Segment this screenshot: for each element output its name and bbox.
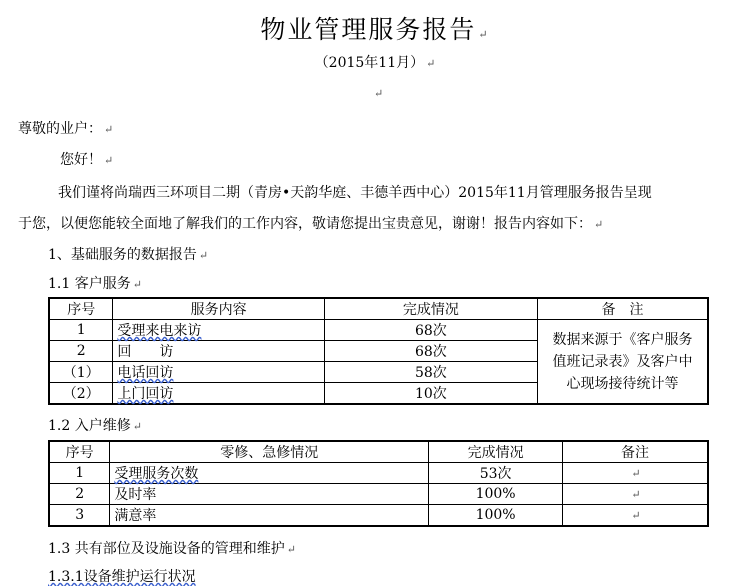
paragraph-mark-icon: ↵: [104, 154, 114, 167]
header-no: 序号: [49, 298, 113, 320]
table-row: [49, 505, 708, 527]
intro-line-2: 于您，以便您能较全面地了解我们的工作内容，敬请您提出宝贵意见，谢谢！报告内容如下： ↵: [18, 216, 604, 232]
cell-no: 2: [49, 341, 113, 362]
paragraph-mark-icon: ↵: [426, 57, 436, 70]
cell-done: 68次: [324, 341, 537, 362]
paragraph-mark-icon: ↵: [631, 488, 641, 501]
cell-content: 受理服务次数: [110, 463, 429, 484]
header-content: 零修、急修情况: [110, 441, 429, 463]
cell-no: 1: [49, 463, 110, 484]
cell-no: 2: [49, 484, 110, 505]
cell-content: 电话回访: [113, 362, 324, 383]
paragraph-mark-icon: ↵: [631, 509, 641, 522]
cell-done: 58次: [324, 362, 537, 383]
table-row: [49, 484, 708, 505]
header-note: 备 注: [538, 298, 709, 320]
cell-no: （1）: [49, 362, 113, 383]
cell-done: 100%: [429, 484, 563, 505]
cell-done: 100%: [429, 505, 563, 527]
paragraph-mark-icon: ↵: [631, 467, 641, 480]
table-header-row: [49, 441, 708, 463]
customer-service-table: [48, 297, 709, 405]
cell-note: 数据来源于《客户服务值班记录表》及客户中心现场接待统计等: [538, 320, 709, 405]
paragraph-mark-icon: ↵: [132, 420, 142, 433]
greeting: 您好！ ↵: [60, 152, 114, 168]
paragraph-mark-icon: ↵: [286, 543, 296, 556]
paragraph-mark-icon: ↵: [198, 249, 209, 262]
cell-content: 满意率: [110, 505, 429, 527]
header-done: 完成情况: [429, 441, 563, 463]
cell-no: 3: [49, 505, 110, 527]
cell-content: 上门回访: [113, 383, 324, 405]
cell-no: （2）: [49, 383, 113, 405]
header-done: 完成情况: [324, 298, 537, 320]
paragraph-mark-icon: ↵: [478, 28, 490, 41]
table-header-row: [49, 298, 708, 320]
table-row: [49, 463, 708, 484]
section-heading-1-2: 1.2 入户维修 ↵: [48, 418, 142, 434]
section-heading-1: 1、基础服务的数据报告 ↵: [48, 247, 209, 263]
section-heading-1-3: 1.3 共有部位及设施设备的管理和维护 ↵: [48, 541, 296, 557]
cell-done: 53次: [429, 463, 563, 484]
cell-note: [562, 505, 708, 527]
header-no: 序号: [49, 441, 110, 463]
header-content: 服务内容: [113, 298, 324, 320]
paragraph-mark-icon: ↵: [594, 218, 604, 231]
section-heading-1-1: 1.1 客户服务 ↵: [48, 276, 142, 292]
cell-done: 10次: [324, 383, 537, 405]
document-title: 物业管理服务报告 ↵: [260, 15, 490, 44]
cell-done: 68次: [324, 320, 537, 341]
salutation: 尊敬的业户： ↵: [18, 121, 114, 137]
cell-content: 回 访: [113, 341, 324, 362]
cell-no: 1: [49, 320, 113, 341]
cell-content: 及时率: [110, 484, 429, 505]
section-heading-1-3-1: 1.3.1设备维护运行状况: [48, 569, 196, 585]
cell-content: 受理来电来访: [113, 320, 324, 341]
cell-note: [562, 463, 708, 484]
table-row: [49, 320, 708, 341]
cell-note: [562, 484, 708, 505]
paragraph-mark-icon: ↵: [374, 87, 384, 100]
intro-line-1: 我们谨将尚瑞西三环项目二期（青房•天韵华庭、丰德羊西中心）2015年11月管理服务报告呈现: [58, 185, 652, 201]
document-subtitle: （2015年11月） ↵: [314, 55, 436, 71]
repair-table: [48, 440, 709, 527]
paragraph-mark-icon: ↵: [104, 123, 114, 136]
paragraph-mark-icon: ↵: [132, 278, 142, 291]
header-note: 备注: [562, 441, 708, 463]
